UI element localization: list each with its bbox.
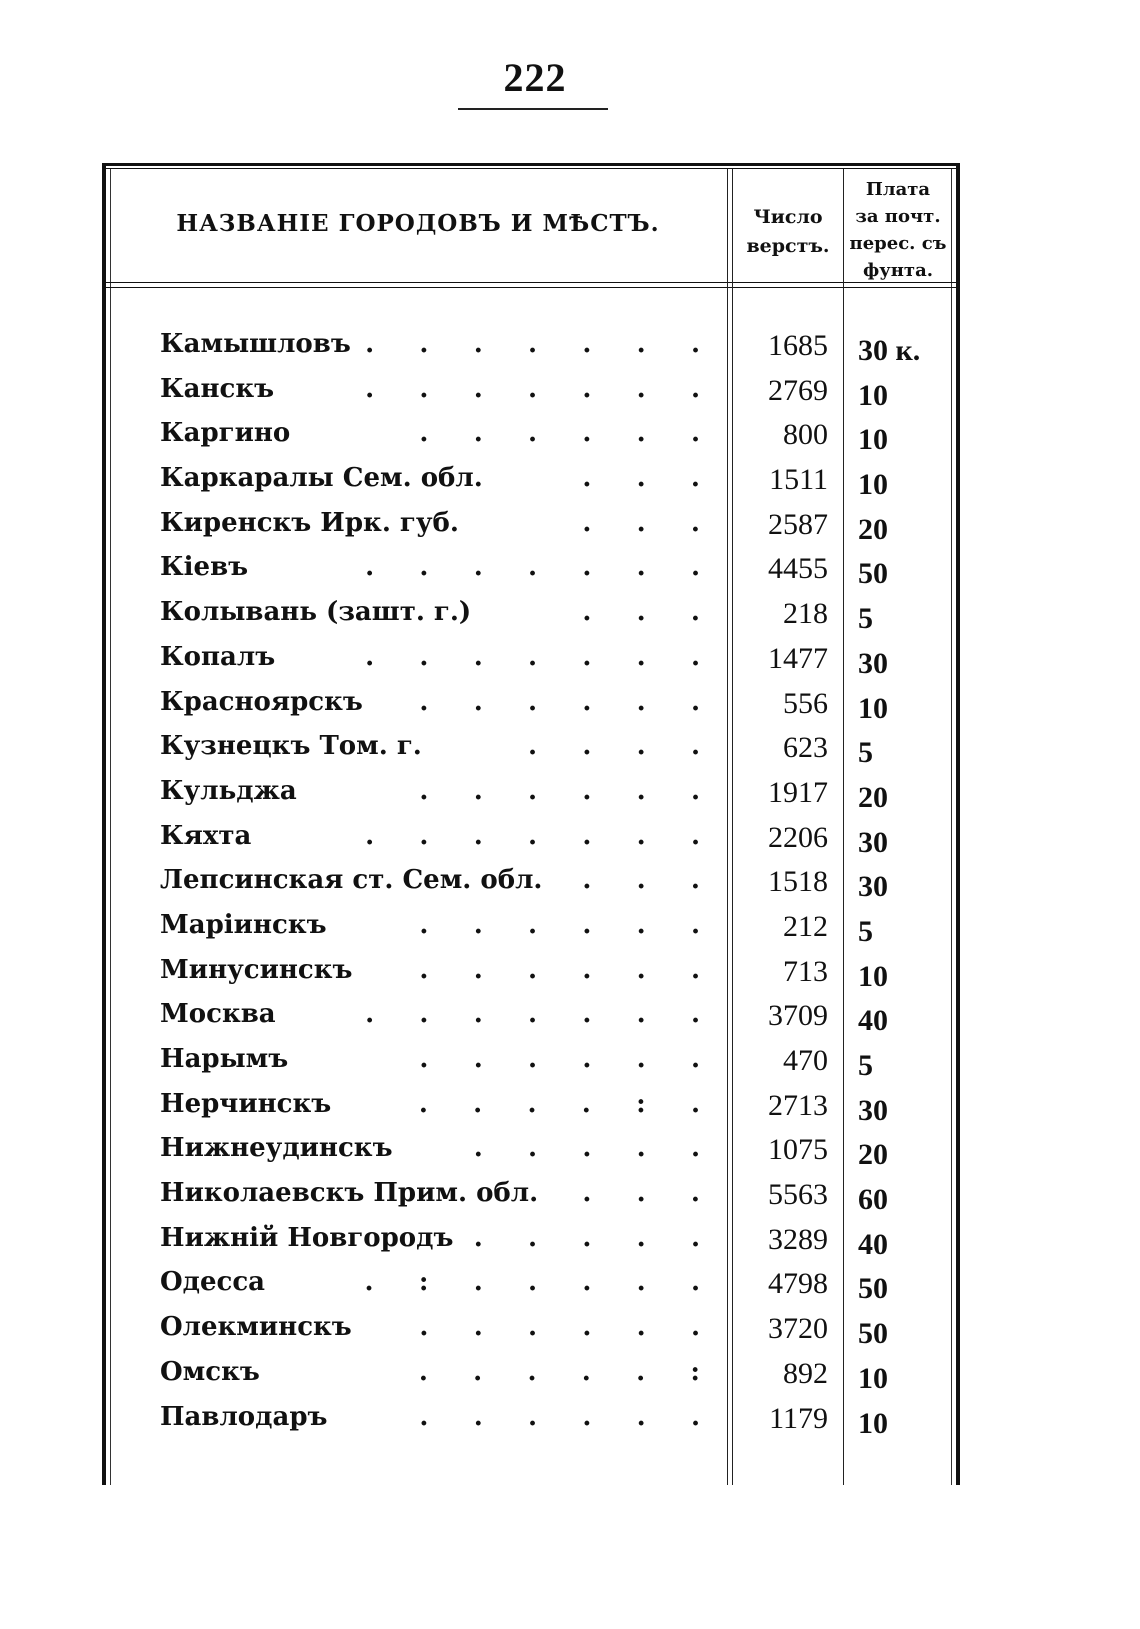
versts-value: 470 — [783, 1044, 828, 1077]
table-row — [0, 1308, 1140, 1353]
versts-value: 4798 — [768, 1267, 828, 1301]
column-header-versts: Число верстъ. — [746, 206, 830, 257]
table-row — [0, 951, 1140, 996]
place-name: Кузнецкъ Том. г. — [160, 731, 422, 762]
place-name: Кульджа — [160, 775, 297, 806]
place-name: Николаевскъ Прим. обл. — [160, 1178, 539, 1209]
dot-leader: . . . — [582, 865, 700, 896]
versts-value: 1518 — [768, 865, 828, 899]
versts-value: 2713 — [768, 1088, 828, 1122]
versts-value: 2206 — [768, 820, 828, 854]
fee-value: 10 — [858, 691, 888, 725]
fee-value: 5 — [858, 1049, 873, 1082]
place-name: Нерчинскъ — [160, 1088, 332, 1119]
place-name: Каргино — [160, 418, 291, 449]
dot-leader: . . . . . : — [418, 1356, 700, 1387]
dot-leader: . . . . — [528, 731, 700, 762]
versts-value: 2769 — [768, 373, 828, 407]
dot-leader: . . . . . . . — [365, 820, 700, 851]
place-name: Маріинскъ — [160, 909, 327, 940]
column-header-fee: Плата за почт. перес. съ фунта. — [849, 179, 947, 281]
place-name: Красноярскъ — [160, 686, 363, 717]
table-row — [0, 683, 1140, 728]
page-number-rule — [458, 108, 608, 110]
fee-value: 10 — [858, 1406, 888, 1440]
versts-value: 3289 — [768, 1222, 828, 1256]
dot-leader: . . . . . . — [419, 909, 700, 940]
dot-leader: . . . . . . . — [365, 329, 700, 359]
fee-value: 50 — [858, 557, 888, 591]
table-row — [0, 414, 1140, 459]
versts-value: 1477 — [768, 641, 828, 675]
fee-value: 20 — [858, 1138, 888, 1172]
versts-value: 1179 — [769, 1401, 828, 1435]
table-row — [0, 504, 1140, 549]
dot-leader: . . . — [582, 597, 700, 628]
fee-value: 5 — [858, 602, 873, 636]
dot-leader: . . . . . . — [419, 418, 700, 449]
place-name: Одесса — [160, 1267, 266, 1298]
table-row — [0, 1219, 1140, 1264]
versts-value: 1685 — [768, 329, 828, 362]
dot-leader: . . . . . . — [419, 686, 700, 717]
table-row — [0, 1129, 1140, 1174]
versts-value: 4455 — [768, 552, 828, 586]
fee-value: 10 — [858, 468, 888, 502]
table-row — [0, 995, 1140, 1040]
place-name: Киренскъ Ирк. губ. — [160, 507, 459, 538]
place-name: Колывань (зашт. г.) — [160, 597, 472, 628]
place-name: Нарымъ — [160, 1044, 289, 1074]
fee-value: 20 — [858, 780, 888, 814]
fee-value: 50 — [858, 1317, 888, 1351]
dot-leader: . . . . : . — [418, 1088, 700, 1119]
dot-leader: . . . . . . — [419, 954, 700, 985]
dot-leader: . . . . . . — [419, 1312, 700, 1343]
dot-leader: . . . . . . — [419, 1401, 700, 1432]
dot-leader: . . . . . . . — [365, 373, 700, 404]
table-row — [0, 459, 1140, 504]
table-row — [0, 1085, 1140, 1130]
table-row — [0, 1398, 1140, 1443]
dot-leader: . . . — [582, 507, 700, 538]
place-name: Канскъ — [160, 373, 275, 404]
table-row — [0, 1353, 1140, 1398]
fee-value: 5 — [858, 736, 873, 770]
dot-leader: . . . . . . . — [365, 999, 700, 1030]
place-name: Кяхта — [160, 820, 252, 851]
fee-value: 40 — [858, 1004, 888, 1038]
place-name: Минусинскъ — [160, 954, 353, 985]
place-name: Павлодаръ — [160, 1401, 328, 1432]
versts-value: 800 — [783, 418, 828, 452]
versts-value: 212 — [783, 909, 828, 943]
versts-value: 1075 — [768, 1133, 828, 1167]
fee-value: 10 — [858, 423, 888, 457]
versts-value: 892 — [783, 1356, 828, 1390]
versts-value: 713 — [783, 954, 828, 988]
place-name: Лепсинская ст. Сем. обл. — [160, 865, 543, 896]
table-row — [0, 817, 1140, 862]
table-row — [0, 325, 1140, 370]
dot-leader: . . . — [582, 463, 700, 494]
versts-value: 218 — [783, 597, 828, 631]
dot-leader: . . . . . . — [419, 1044, 700, 1074]
place-name: Камышловъ — [160, 329, 351, 359]
fee-value: 10 — [858, 378, 888, 412]
table-row — [0, 370, 1140, 415]
fee-value: 30 к. — [858, 334, 921, 367]
fee-value: 60 — [858, 1183, 888, 1217]
versts-value: 3709 — [768, 999, 828, 1033]
fee-value: 30 — [858, 1093, 888, 1127]
page-number: 222 — [503, 55, 567, 100]
table-row — [0, 906, 1140, 951]
table-row — [0, 727, 1140, 772]
versts-value: 623 — [783, 731, 828, 765]
fee-value: 10 — [858, 1361, 888, 1395]
versts-value: 1917 — [768, 775, 828, 809]
table-top-rule — [102, 163, 960, 169]
column-header-name: НАЗВАНІЕ ГОРОДОВЪ И МѢСТЪ. — [176, 210, 660, 237]
table-body — [0, 325, 1140, 1442]
versts-value: 3720 — [768, 1312, 828, 1346]
table-row — [0, 1040, 1140, 1085]
versts-value: 2587 — [768, 507, 828, 541]
fee-value: 30 — [858, 825, 888, 859]
dot-leader: . : . . . . . — [364, 1267, 700, 1298]
fee-value: 30 — [858, 870, 888, 904]
place-name: Нижнеудинскъ — [160, 1133, 393, 1164]
place-name: Копалъ — [160, 641, 276, 672]
place-name: Омскъ — [160, 1356, 260, 1387]
fee-value: 50 — [858, 1272, 888, 1306]
versts-value: 556 — [783, 686, 828, 720]
place-name: Каркаралы Сем. обл. — [160, 463, 483, 494]
versts-value: 1511 — [769, 463, 828, 497]
dot-leader: . . . . . — [473, 1133, 700, 1164]
place-name: Нижній Новгородъ — [160, 1222, 454, 1253]
dot-leader: . . . . . . — [419, 775, 700, 806]
fee-value: 10 — [858, 959, 888, 993]
table-row — [0, 1263, 1140, 1308]
table-row — [0, 548, 1140, 593]
table-row — [0, 861, 1140, 906]
header-double-rule — [106, 282, 956, 288]
fee-value: 20 — [858, 512, 888, 546]
place-name: Кіевъ — [160, 552, 249, 583]
fee-value: 40 — [858, 1227, 888, 1261]
dot-leader: . . . . . — [473, 1222, 700, 1253]
dot-leader: . . . . . . . — [365, 641, 700, 672]
table-row — [0, 638, 1140, 683]
versts-value: 5563 — [768, 1178, 828, 1212]
place-name: Олекминскъ — [160, 1312, 352, 1343]
dot-leader: . . . . . . . — [365, 552, 700, 583]
place-name: Москва — [160, 999, 276, 1030]
dot-leader: . . . — [582, 1178, 700, 1209]
table-row — [0, 1174, 1140, 1219]
fee-value: 30 — [858, 646, 888, 680]
fee-value: 5 — [858, 914, 873, 948]
table-row — [0, 593, 1140, 638]
table-row — [0, 772, 1140, 817]
